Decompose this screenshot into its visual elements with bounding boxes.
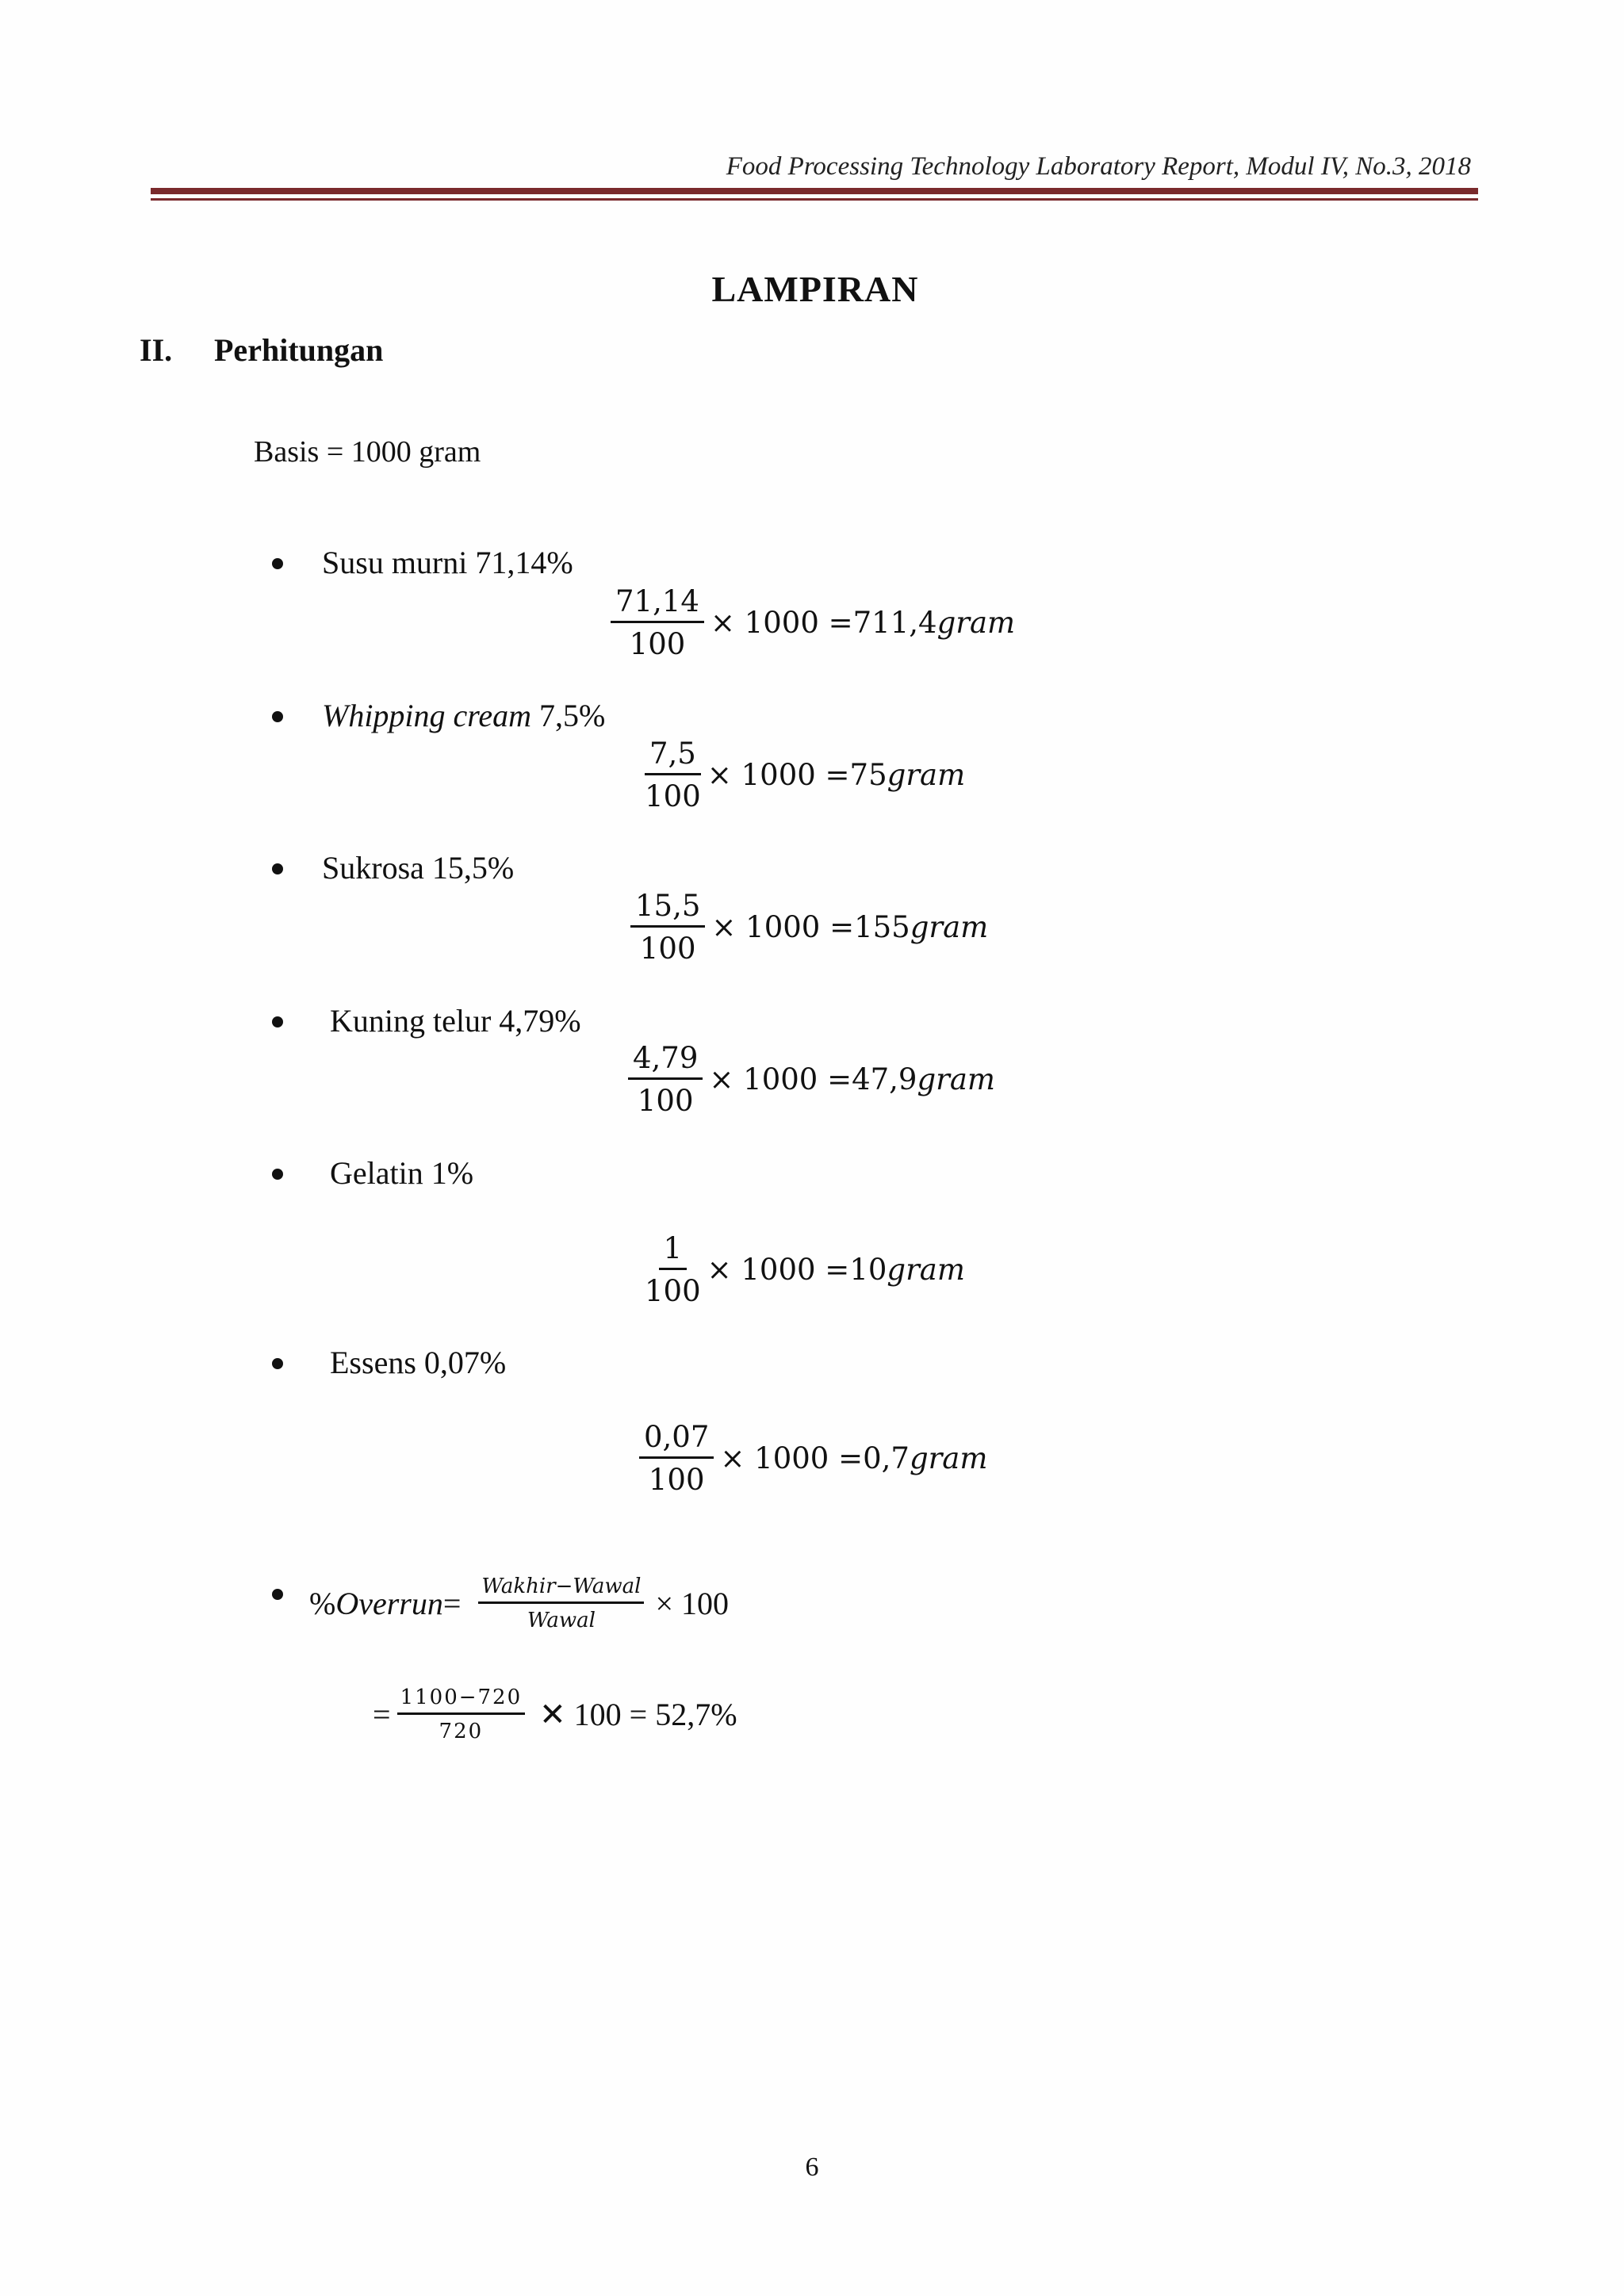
equation-sukrosa — [630, 889, 989, 966]
equation-whipping-cream — [645, 739, 965, 811]
bullet-icon — [272, 558, 283, 569]
equation-unit: gram — [887, 758, 966, 792]
overrun-formula — [309, 1576, 729, 1631]
page-number: 6 — [805, 2152, 819, 2182]
fraction-denominator: 100 — [645, 1274, 701, 1308]
fraction-denominator: 100 — [637, 1084, 694, 1118]
equation-susu-murni — [611, 584, 1016, 661]
equation-result: 0,7 — [863, 1441, 910, 1475]
equation-essens — [639, 1420, 988, 1497]
running-header: Food Processing Technology Laboratory Report, Modul IV, No.3, 2018 — [726, 152, 1471, 181]
fraction-denominator: 100 — [629, 627, 686, 661]
equation-multiplier: × 1000 = — [707, 1253, 850, 1287]
fraction — [611, 584, 704, 661]
bullet-icon — [272, 1358, 283, 1369]
bullet-icon — [272, 863, 283, 874]
item-label-essens: Essens 0,07% — [330, 1345, 507, 1380]
equation-unit: gram — [910, 910, 989, 944]
item-label-italic: Whipping cream — [322, 698, 532, 733]
section-number: II. — [140, 332, 173, 368]
equation-unit: gram — [909, 1441, 988, 1475]
basis-text: Basis = 1000 gram — [254, 435, 481, 469]
calc-fraction — [397, 1687, 526, 1742]
fraction — [645, 739, 701, 811]
overrun-fraction — [478, 1576, 644, 1631]
equation-multiplier: × 1000 = — [720, 1441, 864, 1475]
page-title: LAMPIRAN — [711, 269, 919, 309]
item-label-whipping-cream — [322, 697, 605, 734]
equation-kuning-telur — [628, 1041, 996, 1118]
item-label-sukrosa: Sukrosa 15,5% — [322, 850, 515, 886]
equation-unit: gram — [917, 1062, 996, 1096]
fraction-denominator: 720 — [439, 1720, 484, 1743]
fraction-denominator: 100 — [645, 779, 701, 813]
fraction-numerator: 1100−720 — [397, 1687, 526, 1715]
overrun-calculation — [373, 1687, 737, 1742]
overrun-term: Overrun — [335, 1586, 443, 1621]
fraction-denominator: 100 — [648, 1463, 705, 1497]
bullet-icon — [272, 711, 283, 722]
fraction-numerator: 0,07 — [639, 1422, 714, 1459]
fraction — [630, 889, 705, 966]
equation-result: 155 — [854, 910, 910, 944]
fraction-numerator: 71,14 — [611, 587, 704, 623]
header-rule-thin — [151, 198, 1478, 201]
fraction — [639, 1420, 714, 1497]
equation-result: 10 — [849, 1253, 887, 1287]
fraction-numerator: Wakhir−Wawal — [478, 1576, 644, 1604]
equation-result: 75 — [849, 758, 887, 792]
overrun-suffix: × 100 — [655, 1586, 730, 1621]
equation-gelatin — [645, 1231, 965, 1308]
bullet-icon — [272, 1169, 283, 1180]
equation-result: 47,9 — [852, 1062, 917, 1096]
item-label-kuning-telur: Kuning telur 4,79% — [330, 1003, 581, 1039]
overrun-equals: = — [442, 1586, 462, 1621]
section-title: Perhitungan — [214, 332, 384, 368]
fraction-numerator: 4,79 — [628, 1043, 703, 1080]
item-label-gelatin: Gelatin 1% — [330, 1155, 474, 1191]
fraction-denominator: Wawal — [527, 1609, 596, 1632]
equation-multiplier: × 1000 = — [710, 606, 853, 640]
item-label-susu-murni: Susu murni 71,14% — [322, 545, 573, 580]
equation-multiplier: × 1000 = — [707, 758, 850, 792]
bullet-icon — [272, 1589, 283, 1600]
fraction-denominator: 100 — [639, 932, 696, 966]
equation-unit: gram — [887, 1253, 965, 1287]
equation-multiplier: × 1000 = — [709, 1062, 852, 1096]
item-label-percent: 7,5% — [531, 698, 606, 733]
equation-result: 711,4 — [852, 606, 937, 640]
bullet-icon — [272, 1016, 283, 1027]
equation-unit: gram — [936, 606, 1016, 640]
fraction-numerator: 1 — [659, 1234, 688, 1270]
fraction — [645, 1231, 701, 1308]
equation-multiplier: × 1000 = — [711, 910, 855, 944]
fraction — [628, 1041, 703, 1118]
calc-suffix: ✕ 100 = 52,7% — [539, 1697, 737, 1732]
overrun-prefix: % — [309, 1586, 336, 1621]
fraction-numerator: 15,5 — [630, 891, 705, 928]
fraction-numerator: 7,5 — [645, 739, 701, 775]
calc-prefix: = — [373, 1697, 391, 1732]
header-rule-thick — [151, 188, 1478, 194]
